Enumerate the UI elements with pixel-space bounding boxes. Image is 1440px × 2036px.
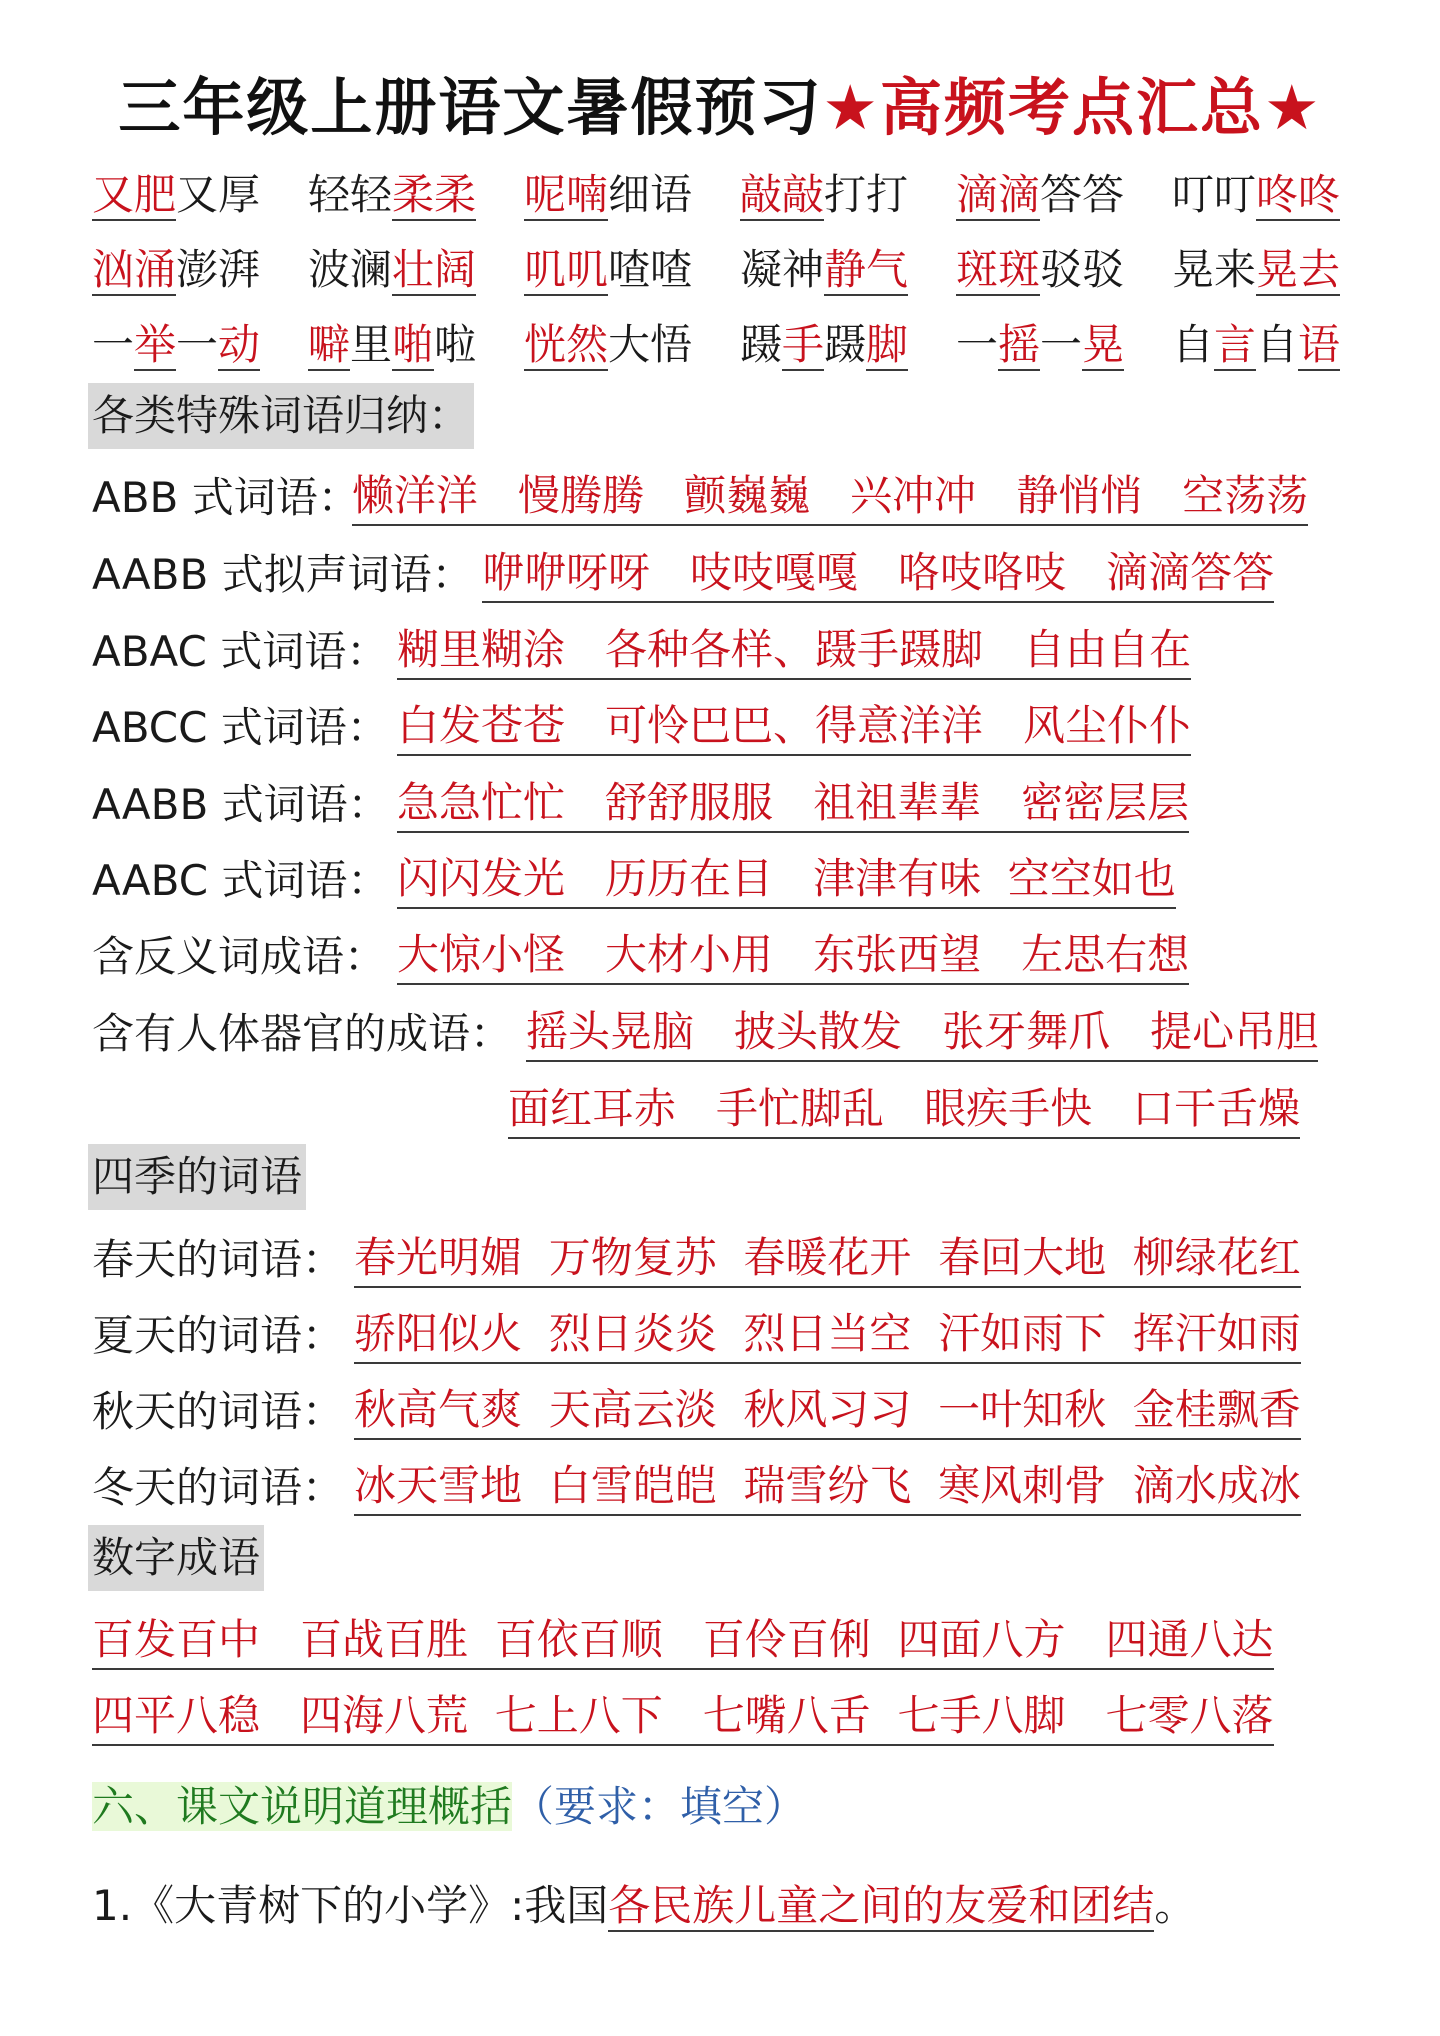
word-part: 驳驳 [1040, 245, 1125, 294]
title-main: 三年级上册语文暑假预习 [118, 71, 823, 144]
word-part: 啪 [392, 320, 435, 369]
word-part: 又肥 [92, 170, 177, 219]
special-words-answer: 糊里糊涂 各种各样、蹑手蹑脚 自由自在 [397, 622, 1191, 680]
word-part: 一 [176, 320, 219, 369]
word-item [308, 240, 476, 300]
word-part: 手 [782, 320, 825, 369]
word-part: 大悟 [608, 320, 693, 369]
word-item [740, 240, 908, 300]
word-part: 动 [218, 320, 261, 369]
special-words-label: ABAC 式词语： [92, 627, 389, 676]
special-words-answer: 白发苍苍 可怜巴巴、得意洋洋 风尘仆仆 [397, 698, 1191, 756]
word-item [92, 165, 260, 225]
word-part: 喳喳 [608, 245, 693, 294]
numbers-heading: 数字成语 [88, 1525, 264, 1591]
special-words-label: AABC 式词语： [92, 856, 390, 905]
word-part: 汹涌 [92, 245, 177, 294]
word-part: 呢喃 [524, 170, 609, 219]
word-part: 打打 [824, 170, 909, 219]
item-1-answer: 各民族儿童之间的友爱和团结 [608, 1881, 1155, 1930]
special-words-label: 含有人体器官的成语： [92, 1009, 513, 1058]
word-part: 斑斑 [956, 245, 1041, 294]
season-words-label: 春天的词语： [92, 1235, 345, 1284]
season-words-answer: 秋高气爽 天高云淡 秋风习习 一叶知秋 金桂飘香 [354, 1382, 1301, 1440]
word-item [1172, 315, 1340, 375]
word-part: 自 [1256, 320, 1299, 369]
word-part: 壮阔 [392, 245, 477, 294]
page-title [0, 58, 1440, 147]
word-part: 一 [1040, 320, 1083, 369]
special-words-answer: 大惊小怪 大材小用 东张西望 左思右想 [397, 927, 1189, 985]
word-part: 敲敲 [740, 170, 825, 219]
seasons-heading: 四季的词语 [88, 1144, 306, 1210]
word-part: 柔柔 [392, 170, 477, 219]
word-item [308, 315, 476, 375]
word-item [956, 165, 1124, 225]
special-words-answer: 闪闪发光 历历在目 津津有味 空空如也 [397, 851, 1176, 909]
special-words-heading: 各类特殊词语归纳： [88, 383, 474, 449]
word-part: 语 [1298, 320, 1341, 369]
section-six-title: 六、课文说明道理概括 [92, 1782, 513, 1831]
word-part: 晃来 [1172, 245, 1257, 294]
word-item [1172, 240, 1340, 300]
word-part: 脚 [866, 320, 909, 369]
word-item [524, 315, 692, 375]
word-part: 凝神 [740, 245, 825, 294]
word-item [92, 315, 260, 375]
special-words-label: 含反义词成语： [92, 932, 387, 981]
word-item [524, 240, 692, 300]
season-words-label: 秋天的词语： [92, 1387, 345, 1436]
word-item [740, 165, 908, 225]
word-part: 自 [1172, 320, 1215, 369]
season-words-label: 夏天的词语： [92, 1311, 345, 1360]
word-part: 叽叽 [524, 245, 609, 294]
word-part: 一 [956, 320, 999, 369]
item-1-suffix: 。 [1154, 1881, 1197, 1930]
word-part: 举 [134, 320, 177, 369]
word-part: 咚咚 [1256, 170, 1341, 219]
title-accent: ★高频考点汇总★ [822, 71, 1322, 144]
word-part: 细语 [608, 170, 693, 219]
word-part: 澎湃 [176, 245, 261, 294]
special-words-answer: 懒洋洋 慢腾腾 颤巍巍 兴冲冲 静悄悄 空荡荡 [352, 468, 1308, 526]
special-words-answer: 摇头晃脑 披头散发 张牙舞爪 提心吊胆 [526, 1004, 1318, 1062]
special-words-answer: 急急忙忙 舒舒服服 祖祖辈辈 密密层层 [397, 775, 1189, 833]
item-1 [92, 1876, 1196, 1936]
section-six-heading [92, 1777, 806, 1837]
word-part: 轻轻 [308, 170, 393, 219]
word-part: 叮叮 [1172, 170, 1257, 219]
word-part: 噼 [308, 320, 351, 369]
word-part: 滴滴 [956, 170, 1041, 219]
season-words-answer: 春光明媚 万物复苏 春暖花开 春回大地 柳绿花红 [354, 1230, 1301, 1288]
word-item [956, 240, 1124, 300]
word-part: 言 [1214, 320, 1257, 369]
word-item [740, 315, 908, 375]
special-words-label: AABB 式拟声词语： [92, 550, 474, 599]
word-part: 蹑 [824, 320, 867, 369]
item-1-prefix: 1.《大青树下的小学》:我国 [92, 1881, 609, 1930]
special-words-answer: 咿咿呀呀 吱吱嘎嘎 咯吱咯吱 滴滴答答 [482, 545, 1274, 603]
word-part: 一 [92, 320, 135, 369]
word-item [308, 165, 476, 225]
special-words-label: ABB 式词语： [92, 473, 360, 522]
word-part: 恍然 [524, 320, 609, 369]
word-part: 啦 [434, 320, 477, 369]
word-item [92, 240, 260, 300]
word-part: 晃 [1082, 320, 1125, 369]
word-item [524, 165, 692, 225]
season-words-answer: 骄阳似火 烈日炎炎 烈日当空 汗如雨下 挥汗如雨 [354, 1306, 1301, 1364]
special-words-answer: 面红耳赤 手忙脚乱 眼疾手快 口干舌燥 [508, 1081, 1300, 1139]
section-six-note: （要求：填空） [512, 1782, 807, 1831]
word-part: 晃去 [1256, 245, 1341, 294]
word-part: 波澜 [308, 245, 393, 294]
number-idioms-answer: 四平八稳 四海八荒 七上八下 七嘴八舌 七手八脚 七零八落 [92, 1688, 1274, 1746]
season-words-label: 冬天的词语： [92, 1463, 345, 1512]
special-words-label: AABB 式词语： [92, 780, 390, 829]
season-words-answer: 冰天雪地 白雪皑皑 瑞雪纷飞 寒风刺骨 滴水成冰 [354, 1458, 1301, 1516]
word-part: 里 [350, 320, 393, 369]
word-item [956, 315, 1124, 375]
word-item [1172, 165, 1340, 225]
word-part: 摇 [998, 320, 1041, 369]
word-part: 答答 [1040, 170, 1125, 219]
special-words-label: ABCC 式词语： [92, 703, 389, 752]
number-idioms-answer: 百发百中 百战百胜 百依百顺 百伶百俐 四面八方 四通八达 [92, 1612, 1274, 1670]
word-part: 蹑 [740, 320, 783, 369]
word-part: 又厚 [176, 170, 261, 219]
word-part: 静气 [824, 245, 909, 294]
